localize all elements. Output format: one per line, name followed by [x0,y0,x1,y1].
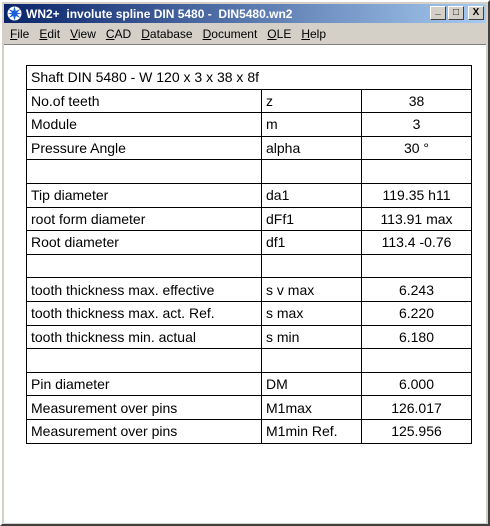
value-cell: 6.180 [362,325,472,349]
parameter-name-cell: tooth thickness max. effective [27,278,262,302]
maximize-icon: □ [452,7,460,18]
parameter-name-cell: Measurement over pins [27,419,262,443]
parameter-name-cell: root form diameter [27,207,262,231]
symbol-cell: da1 [262,183,362,207]
table-title-row [27,66,472,90]
table-row [27,419,472,443]
symbol-cell: z [262,89,362,113]
parameter-name-cell: Module [27,113,262,137]
menu-edit[interactable]: Edit [39,26,61,41]
value-cell: 119.35 h11 [362,183,472,207]
symbol-cell: s min [262,325,362,349]
close-button[interactable] [468,6,484,20]
table-row [27,278,472,302]
value-cell [362,349,472,373]
parameter-name-cell: Pressure Angle [27,136,262,160]
symbol-cell [262,254,362,278]
value-cell: 113.4 -0.76 [362,231,472,255]
parameter-name-cell [27,160,262,184]
table-row [27,183,472,207]
title-separator: - [207,6,212,21]
app-name: WN2+ [26,6,60,21]
symbol-cell [262,160,362,184]
value-cell: 30 ° [362,136,472,160]
value-cell [362,254,472,278]
symbol-cell: M1max [262,396,362,420]
spline-data-table [26,65,472,444]
table-row [27,349,472,373]
close-icon: X [472,7,480,18]
menu-file[interactable]: File [10,26,30,41]
value-cell: 6.243 [362,278,472,302]
parameter-name-cell: Pin diameter [27,372,262,396]
table-title: Shaft DIN 5480 - W 120 x 3 x 38 x 8f [27,66,472,90]
parameter-name-cell [27,349,262,373]
table-row [27,207,472,231]
symbol-cell: M1min Ref. [262,419,362,443]
value-cell: 38 [362,89,472,113]
minimize-button[interactable] [430,6,446,20]
table-row [27,231,472,255]
table-row [27,254,472,278]
value-cell: 113.91 max [362,207,472,231]
parameter-name-cell: Measurement over pins [27,396,262,420]
document-area[interactable] [4,44,486,523]
symbol-cell: s max [262,301,362,325]
table-row [27,372,472,396]
table-row [27,301,472,325]
maximize-button[interactable] [448,6,464,20]
menu-cad[interactable]: CAD [105,26,132,41]
window-controls [430,6,484,20]
value-cell: 6.220 [362,301,472,325]
symbol-cell: s v max [262,278,362,302]
table-row [27,89,472,113]
parameter-name-cell [27,254,262,278]
menu-database[interactable]: Database [141,26,193,41]
symbol-cell [262,349,362,373]
menu-document[interactable]: Document [202,26,258,41]
value-cell: 6.000 [362,372,472,396]
parameter-name-cell: Root diameter [27,231,262,255]
value-cell [362,160,472,184]
symbol-cell: df1 [262,231,362,255]
table-row [27,113,472,137]
value-cell: 125.956 [362,419,472,443]
value-cell: 126.017 [362,396,472,420]
parameter-name-cell: tooth thickness max. act. Ref. [27,301,262,325]
table-row [27,136,472,160]
symbol-cell: DM [262,372,362,396]
file-name: DIN5480.wn2 [218,6,293,21]
symbol-cell: alpha [262,136,362,160]
table-row [27,396,472,420]
table-row [27,160,472,184]
menu-view[interactable]: View [70,26,96,41]
menu-ole[interactable]: OLE [267,26,292,41]
minimize-icon: _ [435,5,441,16]
menu-bar [4,24,486,43]
parameter-name-cell: tooth thickness min. actual [27,325,262,349]
table-row [27,325,472,349]
symbol-cell: dFf1 [262,207,362,231]
parameter-name-cell: No.of teeth [27,89,262,113]
document-title: involute spline DIN 5480 [66,6,205,21]
value-cell: 3 [362,113,472,137]
parameter-name-cell: Tip diameter [27,183,262,207]
menu-help[interactable]: Help [301,26,327,41]
star-burst-icon[interactable] [6,6,22,22]
symbol-cell: m [262,113,362,137]
title-bar[interactable] [4,4,486,23]
